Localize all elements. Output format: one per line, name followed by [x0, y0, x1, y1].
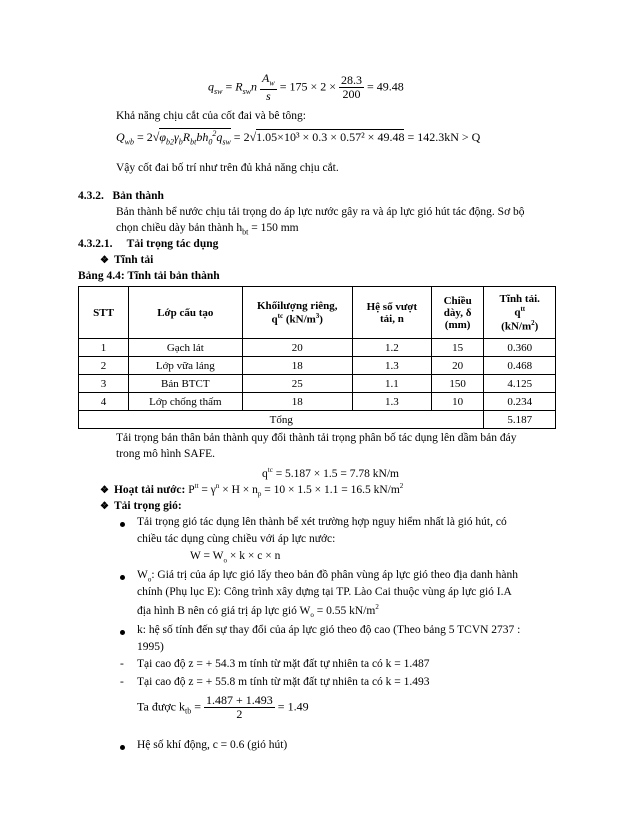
header-factor: Hệ số vượt tải, n: [352, 287, 431, 339]
bullet-dot-icon: [120, 630, 125, 635]
equation-w: $W = W_o \times k \times c \times n$: [190, 550, 281, 565]
table-total-row: [79, 411, 556, 429]
header-stt: STT: [79, 287, 129, 339]
equation-ktb: Ta được $k_{tb}$ = $\frac{1.487 + 1.493}{2}$ = 1.49: [137, 693, 309, 721]
paragraph-kha-nang: Khả năng chịu cắt của cốt đai và bê tông:: [116, 110, 306, 122]
bullet-dot-icon: [120, 745, 125, 750]
section-heading-4-3-2-1: 4.3.2.1. Tải trọng tác dụng: [78, 238, 219, 250]
paragraph-tai-trong-2: trong mô hình SAFE.: [116, 448, 216, 460]
bullet-gio-2a: $W_o$: Giá trị của áp lực gió lấy theo bản đồ phân vùng áp lực gió theo địa danh hành: [137, 569, 518, 584]
header-layer: Lớp cấu tạo: [129, 287, 242, 339]
table-caption: Bảng 4.4: Tĩnh tải bản thành: [78, 270, 220, 282]
table-header-row: [79, 287, 556, 339]
dash-item-1: Tại cao độ z = + 54.3 m tính từ mặt đất tự nhiên ta có k = 1.487: [137, 658, 430, 670]
bullet-gio-3a: k: hệ số tính đến sự thay đổi của áp lực gió theo độ cao (Theo bảng 5 TCVN 2737 :: [137, 624, 521, 636]
header-unit-weight: Khốilượng riêng, $q^{tc}$ $(kN/m^3)$: [242, 287, 352, 339]
bullet-gio-4: Hệ số khí động, c = 0.6 (gió hút): [137, 739, 288, 751]
bullet-dot-icon: [120, 522, 125, 527]
star-bullet-icon: ❖: [100, 255, 109, 266]
fraction-aw-s: $\frac{A_w}{s}$: [262, 71, 275, 104]
dash-bullet-icon: -: [120, 676, 124, 688]
section-heading-4-3-2: 4.3.2. Bản thành: [78, 190, 164, 202]
table-row: 4 Lớp chống thấm 18 1.3 10 0.234: [79, 393, 556, 411]
table-row: 1 Gạch lát 20 1.2 15 0.360: [79, 339, 556, 357]
bullet-gio-2b: chính (Phụ lục E): Công trình xây dựng tại TP. Lào Cai thuộc vùng áp lực gió I.A: [137, 586, 512, 598]
star-bullet-icon: ❖: [100, 501, 109, 512]
bullet-hoat-tai: ❖ Hoạt tải nước: $P^{tt} = \gamma^n \times H \times n_p = 10 \times 1.5 \times 1.1 = 16.5$ $kN/m^2$: [100, 482, 404, 499]
static-load-table: [78, 286, 556, 429]
bullet-dot-icon: [120, 575, 125, 580]
fraction-ktb: $\frac{1.487 + 1.493}{2}$: [206, 693, 273, 721]
bullet-gio-1a: Tải trọng gió tác dụng lên thành bể xét trường hợp nguy hiểm nhất là gió hút, có: [137, 516, 507, 528]
formula-qwb: $Q_{wb} = 2√\varphi_{b2}\gamma_bR_{bt}bh_0^2q_{sw} = 2√1.05\times 10^3 \times 0.3 \times 0.57^2 \times 49.48 = 142.3kN > Q$: [116, 129, 481, 147]
paragraph-vay-cot-dai: Vậy cốt đai bố trí như trên đủ khả năng chịu cắt.: [116, 162, 339, 174]
paragraph-tai-trong-1: Tải trọng bản thân bản thành quy đổi thành tải trọng phân bố tác dụng lên dầm bản đáy: [116, 432, 517, 444]
equation-qtc: $q^{tc} = 5.187 \times 1.5 = 7.78$ kN/m: [262, 466, 399, 480]
table-row: 3 Bản BTCT 25 1.1 150 4.125: [79, 375, 556, 393]
bullet-tinh-tai: ❖ Tĩnh tải: [100, 254, 154, 266]
paragraph-ban-thanh-2: chọn chiều dày bản thành $h_{bt} = 150$ mm: [116, 222, 299, 237]
bullet-gio-1b: chiều tác dụng cùng chiều với áp lực nước:: [137, 533, 336, 545]
fraction-283-200: $\frac{28.3}{200}$: [341, 73, 363, 102]
bullet-gio-3b: 1995): [137, 641, 164, 653]
total-label: Tổng: [79, 411, 484, 429]
dash-bullet-icon: -: [120, 658, 124, 670]
table-row: 2 Lớp vữa láng 18 1.3 20 0.468: [79, 357, 556, 375]
bullet-tai-gio: ❖ Tải trọng gió:: [100, 500, 182, 512]
star-bullet-icon: ❖: [100, 484, 109, 496]
header-thickness: Chiều dày, δ (mm): [431, 287, 484, 339]
dash-item-2: Tại cao độ z = + 55.8 m tính từ mặt đất tự nhiên ta có k = 1.493: [137, 676, 430, 688]
header-static-load: Tĩnh tải. $q^{tt}$ $(kN/m^2)$: [484, 287, 556, 339]
bullet-gio-2c: địa hình B nên có giá trị áp lực gió $W_o = 0.55$ $kN/m^2$: [137, 603, 379, 620]
total-value: 5.187: [484, 411, 556, 429]
formula-qsw: $q_{sw} = R_{sw}n$ $\frac{A_w}{s}$ = 175 × 2 × $\frac{28.3}{200}$ = 49.48: [208, 71, 404, 104]
paragraph-ban-thanh-1: Bản thành bể nước chịu tải trọng do áp lực nước gây ra và áp lực gió hút tác động. Sơ bộ: [116, 206, 525, 218]
